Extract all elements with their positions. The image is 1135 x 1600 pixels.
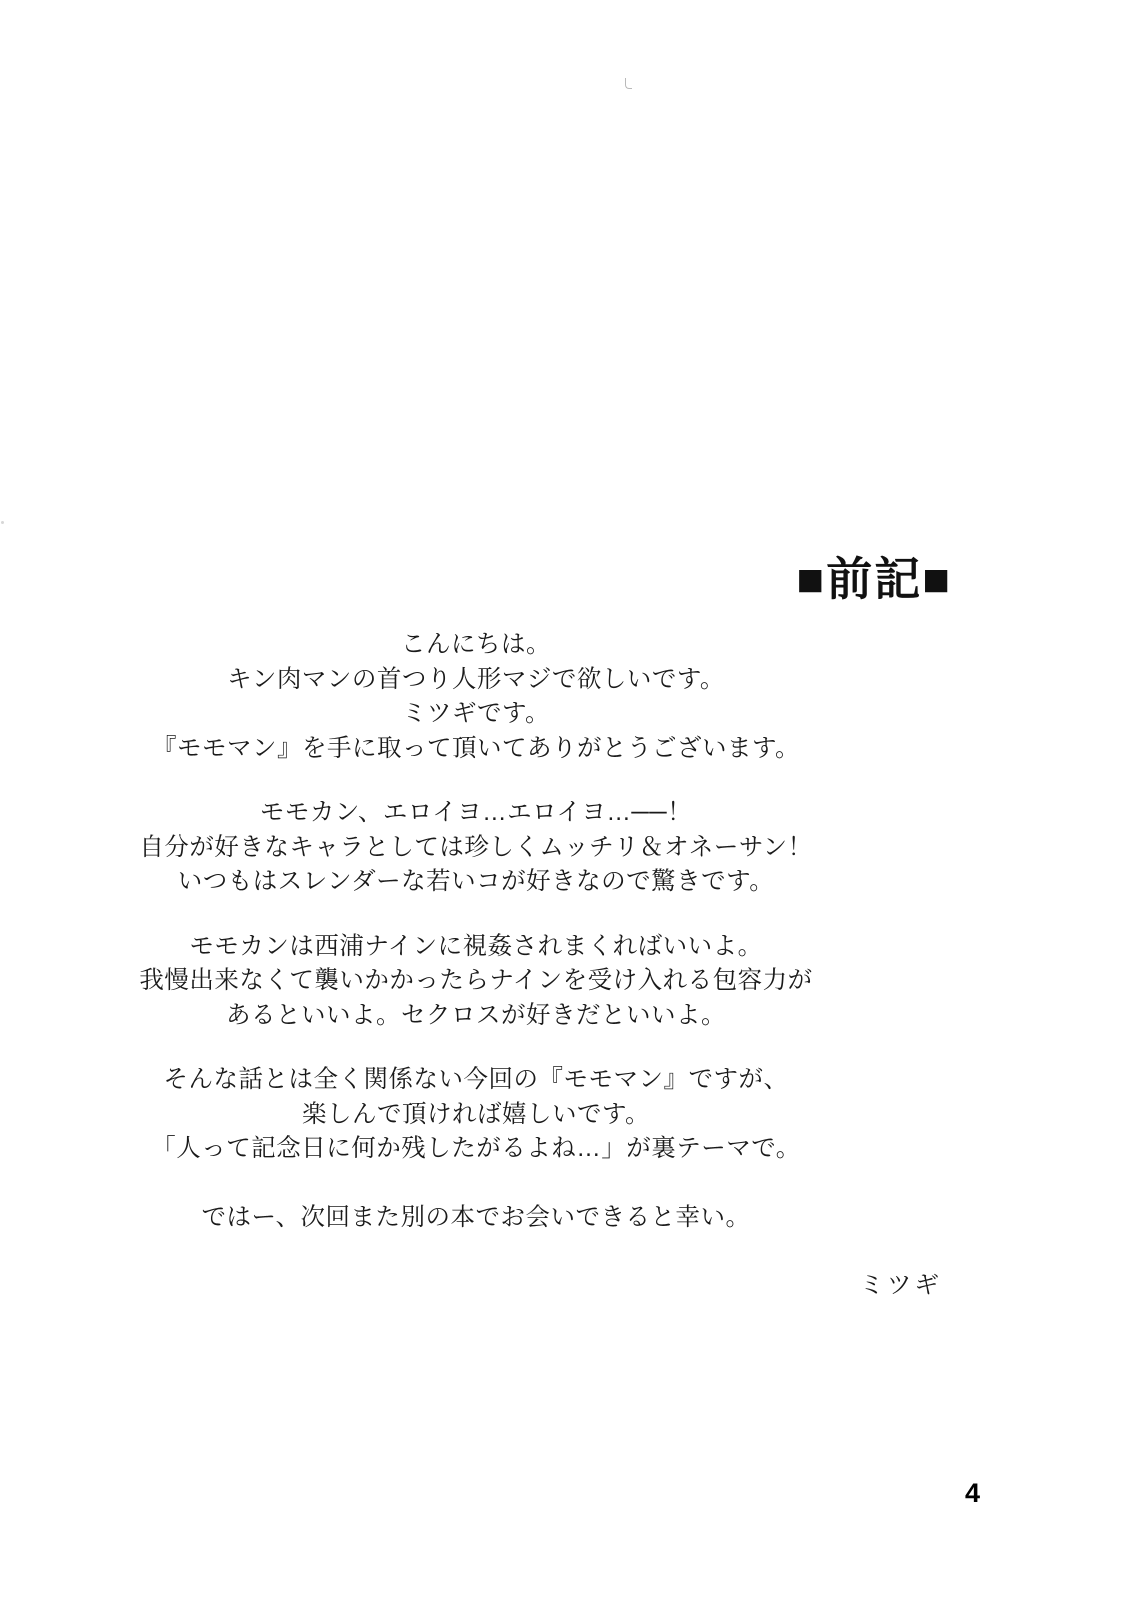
text-line: 我慢出来なくて襲いかかったらナインを受け入れる包容力が xyxy=(139,967,813,994)
page-title: ■前記■ xyxy=(796,552,952,605)
text-line: こんにちは。 xyxy=(401,631,551,658)
page-number: 4 xyxy=(965,1478,981,1508)
scan-edge-speck xyxy=(1,521,4,524)
text-line: 「人って記念日に何か残したがるよね…」が裏テーマで。 xyxy=(151,1135,801,1162)
text-line: 楽しんで頂ければ嬉しいです。 xyxy=(301,1100,651,1128)
signature-text: ミツギ xyxy=(859,1272,942,1299)
scan-artifact-mark xyxy=(625,78,632,89)
text-line: あるといいよ。セクロスが好きだといいよ。 xyxy=(226,1001,726,1029)
paragraph-greeting xyxy=(0,628,952,766)
afterword-body xyxy=(0,628,952,1304)
text-line: そんな話とは全く関係ない今回の『モモマン』ですが、 xyxy=(163,1066,789,1093)
text-line: 『モモマン』を手に取って頂いてありがとうございます。 xyxy=(151,734,801,762)
text-line: モモカン、エロイヨ…エロイヨ…──！ xyxy=(259,799,693,826)
text-line: ミツギです。 xyxy=(401,700,551,727)
paragraph-closing xyxy=(0,1201,952,1236)
paragraph-momokan-praise xyxy=(0,796,952,900)
text-line: 自分が好きなキャラとしては珍しくムッチリ＆オネーサン！ xyxy=(139,833,813,861)
text-line: モモカンは西浦ナインに視姦されまくればいいよ。 xyxy=(189,932,763,960)
paragraph-theme xyxy=(0,1063,952,1167)
author-signature xyxy=(0,1269,952,1304)
text-line: ではー、次回また別の本でお会いできると幸い。 xyxy=(201,1203,751,1231)
text-line: キン肉マンの首つり人形マジで欲しいです。 xyxy=(227,665,725,693)
text-line: いつもはスレンダーな若いコが好きなので驚きです。 xyxy=(177,868,775,895)
paragraph-nishiura-nine xyxy=(0,930,952,1034)
